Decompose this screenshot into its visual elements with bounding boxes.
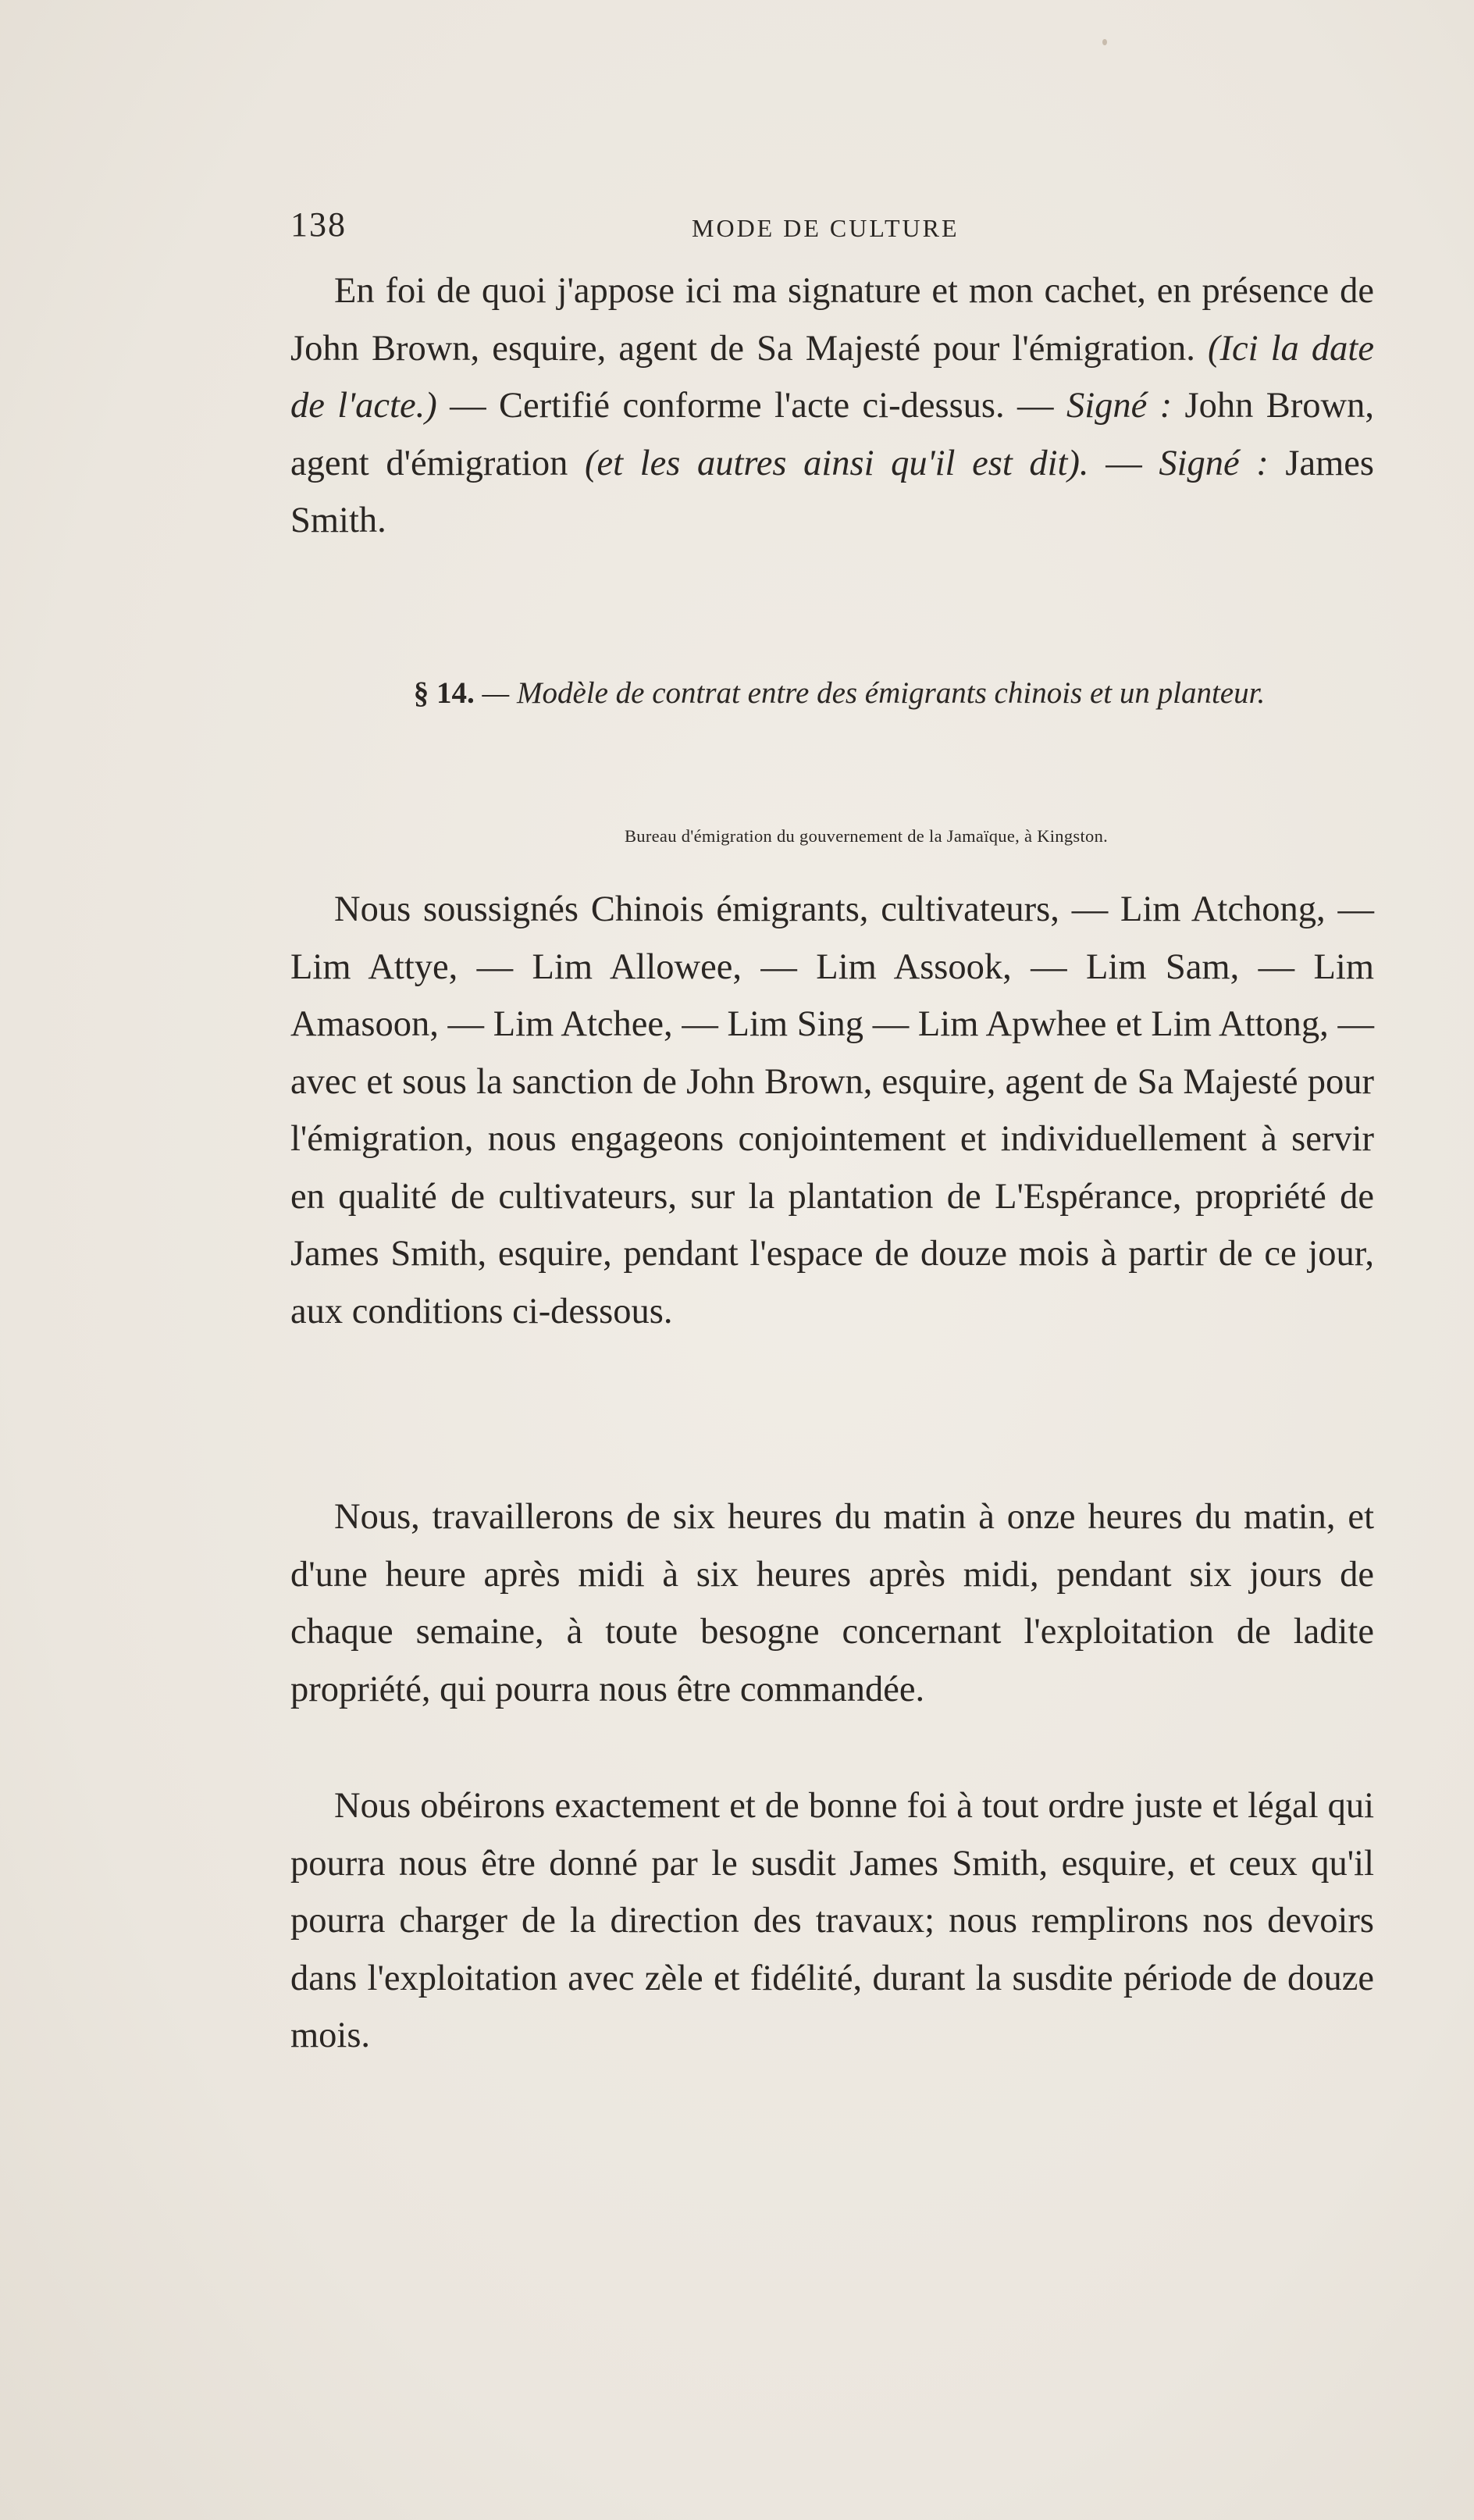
certification-paragraph [290, 262, 1374, 550]
engagement-text: Nous soussignés Chinois émigrants, cultivateurs, — Lim Atchong, — Lim Attye, — Lim Allowee, — Lim Assook, — Lim Sam, — Lim Amasoon, — Lim Atchee, — Lim Sing — Lim Apwhee et Lim Attong, — avec et sous la sanction de John Brown, esquire, agent de Sa Majesté pour l'émigration, nous engageons conjointement et individuellement à servir en qualité de cultivateurs, sur la plantation de L'Espérance, propriété de James Smith, esquire, pendant l'espace de douze mois à partir de ce jour, aux conditions ci-dessous. [290, 889, 1374, 1331]
section-heading [406, 670, 1273, 717]
signe-label: Signé : [1066, 386, 1173, 426]
section-title: — Modèle de contrat entre des émigrants chinois et un planteur. [474, 676, 1266, 710]
paper-speck [1102, 39, 1107, 45]
bureau-line: Bureau d'émigration du gouvernement de la Jamaïque, à Kingston. [625, 826, 1109, 846]
hours-text: Nous, travaillerons de six heures du matin à onze heures du matin, et d'une heure après midi à six heures après midi, pendant six jours de chaque semaine, à toute besogne concernant l'exploitation de ladite propriété, qui pourra nous être commandée. [290, 1497, 1374, 1709]
page-header [290, 205, 1374, 251]
date-note: (Ici la date de l'acte.) [290, 328, 1374, 426]
certification-text: — [1088, 443, 1159, 483]
running-head: MODE DE CULTURE [692, 214, 960, 242]
signe-label: Signé : [1159, 443, 1269, 483]
certification-text: En foi de quoi j'appose ici ma signature et mon cachet, en présence de John Brown, esquire, agent de Sa Majesté pour l'émigration. [290, 271, 1374, 369]
certification-text: — Certifié conforme l'acte ci-dessus. — [436, 386, 1066, 426]
obedience-paragraph [290, 1777, 1374, 2065]
hours-paragraph [290, 1488, 1374, 1718]
engagement-paragraph [290, 881, 1374, 1340]
certification-text: James Smith. [290, 443, 1374, 540]
page-number: 138 [290, 205, 347, 244]
obedience-text: Nous obéirons exactement et de bonne foi à tout ordre juste et légal qui pourra nous être donné par le susdit James Smith, esquire, et ceux qu'il pourra charger de la direction des travaux; nous remplirons nos devoirs dans l'exploitation avec zèle et fidélité, durant la susdite période de douze mois. [290, 1786, 1374, 2055]
section-number: § 14. [413, 676, 475, 710]
etc-note: (et les autres ainsi qu'il est dit). [585, 443, 1089, 483]
certification-text: John Brown, agent d'émigration [290, 386, 1375, 483]
